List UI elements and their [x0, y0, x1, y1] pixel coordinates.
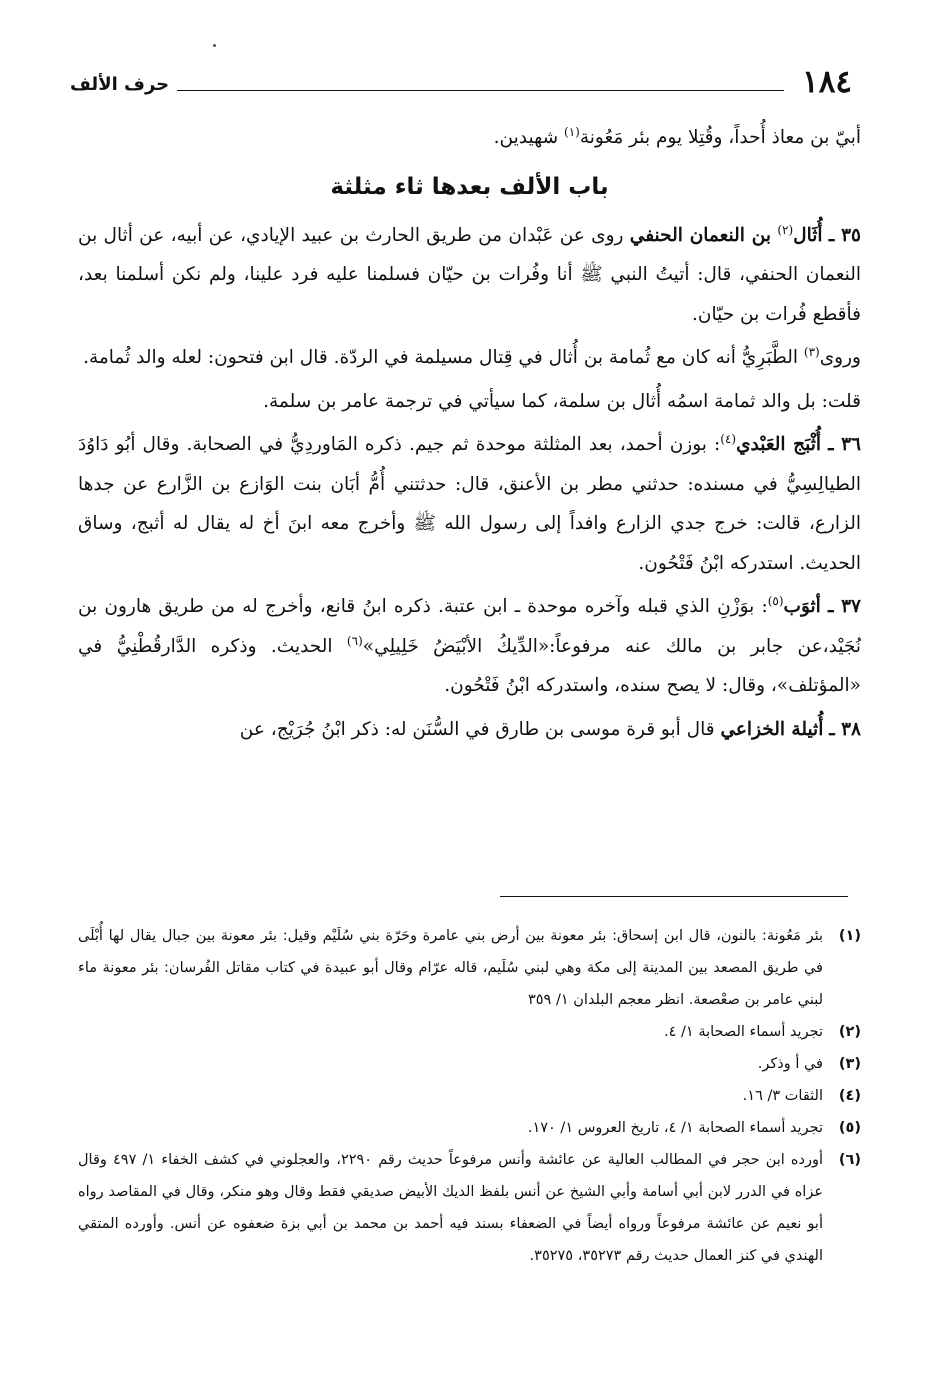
paragraph-lead: وروى [819, 347, 861, 368]
footnote-item [78, 1112, 861, 1144]
paragraph-tabari [78, 338, 861, 378]
header-rule [177, 90, 784, 91]
entry-name: أُثَال [793, 224, 823, 246]
footnote-number: (١) [838, 928, 861, 944]
entry-number: ٣٦ ـ [828, 434, 861, 455]
footnote-text: تجريد أسماء الصحابة ١/ ٤، تاريخ العروس ١/ ١٧٠. [527, 1120, 823, 1136]
intro-tail: شهيدين. [493, 127, 559, 148]
footnote-text: في أ وذكر. [757, 1056, 823, 1072]
entry-number: ٣٨ ـ [829, 718, 861, 740]
footnote-text: الثقات ٣/ ١٦. [742, 1088, 823, 1104]
entry-37 [78, 587, 861, 706]
footnote-text: تجريد أسماء الصحابة ١/ ٤. [664, 1024, 823, 1040]
entry-name: أُثْبَج العَبْدي [736, 434, 821, 455]
page-number: ١٨٤ [802, 64, 852, 100]
entry-number: ٣٧ ـ [827, 596, 861, 617]
footnote-item [78, 1016, 861, 1048]
footnote-item [78, 920, 861, 1016]
footnote-ref-5: (٥) [767, 593, 784, 608]
footnote-separator [500, 896, 848, 897]
entry-text-a: : بوَزْنِ الذي قبله وآخره موحدة ـ ابن عتبة. ذكره ابنُ قانع، وأخرج له من طريق هارون بن نُجَيْد،عن جابر بن مالك عنه مرفوعاً:«الدِّيكُ الأبْيَضُ خَلِيلِي» [78, 596, 861, 657]
footnote-ref-1: (١) [564, 124, 580, 139]
entry-text: روى عن عَبْدان من طريق الحارث بن عبيد الإيادي، عن أبيه، عن أثال بن النعمان الحنفي، قال: أتيتُ النبي ﷺ أنا وفُرات بن حيّان فسلمنا عليه فرد علينا، ولم نكن أسلمنا بعد، فأقطع فُرات بن حيّان. [78, 224, 861, 325]
chapter-heading: باب الألف بعدها ثاء مثلثة [330, 173, 609, 200]
footnote-item [78, 1080, 861, 1112]
running-header [70, 60, 852, 100]
intro-line: أبيّ بن معاذ أُحداً، وقُتِلا يوم بئر مَعُونة [579, 127, 861, 148]
footnote-number: (٦) [838, 1152, 861, 1168]
footnote-item [78, 1048, 861, 1080]
footnote-number: (٤) [838, 1088, 861, 1104]
paragraph-qultu: قلت: بل والد ثمامة اسمُه أُثال بن سلمة، كما سيأتي في ترجمة عامر بن سلمة. [263, 390, 861, 412]
entry-text-b: الحديث. وذكره الدَّارقُطْنِيُّ في «المؤتلف»، وقال: لا يصح سنده، واستدركه ابْنُ فَتْحُون. [78, 635, 861, 696]
entry-text: : بوزن أحمد، بعد المثلثة موحدة ثم جيم. ذكره المَاوردِيُّ في الصحابة. وقال أبُو دَاوُدَ الطيالِسِيُّ في مسنده: حدثني مطر بن الأعنق، قال: حدثتني أُمُّ أبَان بنت الوَازع بن الزَّارع عن جدها الزارع، قالت: خرج جدي الزارع وافداً إلى رسول الله ﷺ وأخرج معه ابنَ أخ له يقال له أثبج، وساق الحديث. استدركه ابْنُ فَتْحُون. [78, 434, 861, 574]
footnote-text: أورده ابن حجر في المطالب العالية عن عائشة وأنس مرفوعاً حديث رقم ٢٢٩٠، والعجلوني في كشف الخفاء ١/ ٤٩٧ وقال عزاه في الدرر لابن أبي أسامة وأبي الشيخ عن أنس بلفظ الديك الأبيض صديقي فقط وقال وهو منكر، وقال في المقاصد رواه أبو نعيم عن عائشة مرفوعاً ورواه أيضاً في الضعفاء بسند فيه أحمد بن محمد بن أبي بزة ضعفوه عن أنس. وأورده المتقي الهندي في كنز العمال حديث رقم ٣٥٢٧٣، ٣٥٢٧٥. [78, 1152, 824, 1264]
entry-35 [78, 216, 861, 335]
footnote-ref-6: (٦) [346, 633, 363, 648]
main-text [78, 118, 861, 749]
scan-speck [213, 44, 216, 47]
entry-38 [78, 710, 861, 750]
entry-name: أثوَب [783, 596, 821, 617]
paragraph-text: الطَّبَرِيُّ أنه كان مع ثُمامة بن أُثال في قِتال مسيلمة في الردّة. قال ابن فتحون: لعله والد ثُمامة. [83, 347, 798, 368]
running-section-title: حرف الألف [70, 74, 170, 95]
footnote-ref-3: (٣) [803, 344, 820, 359]
entry-name: أُثيلة الخزاعي [720, 718, 824, 740]
footnote-number: (٢) [838, 1024, 861, 1040]
entry-name-rest: بن النعمان الحنفي [629, 224, 772, 246]
entry-36 [78, 425, 861, 583]
footnote-text: بئر مَعُونة: بالنون، قال ابن إسحاق: بئر معونة بين أرض بني عامرة وحَرّة بني سُلَيْم وقيل: بئر معونة بين جبال يقال لها أُبْلَى في طريق المصعد بين المدينة إلى مكة وهي لبني سُلَيم، قاله عرّام وقال أبو عبيدة في كتاب مقاتل الفُرسان: بئر معونة ماء لبني عامر بن صعْصعة. انظر معجم البلدان ١/ ٣٥٩ [78, 928, 823, 1008]
footnote-ref-2: (٢) [777, 222, 794, 237]
footnote-number: (٥) [838, 1120, 861, 1136]
intro-paragraph [78, 118, 861, 158]
entry-text: قال أبو قرة موسى بن طارق في السُّنَن له: ذكر ابْنُ جُرَيْج، عن [239, 718, 715, 740]
entry-number: ٣٥ ـ [828, 224, 861, 246]
footnote-ref-4: (٤) [720, 431, 737, 446]
footnote-item [78, 1144, 861, 1272]
footnotes [78, 920, 861, 1272]
footnote-number: (٣) [838, 1056, 861, 1072]
